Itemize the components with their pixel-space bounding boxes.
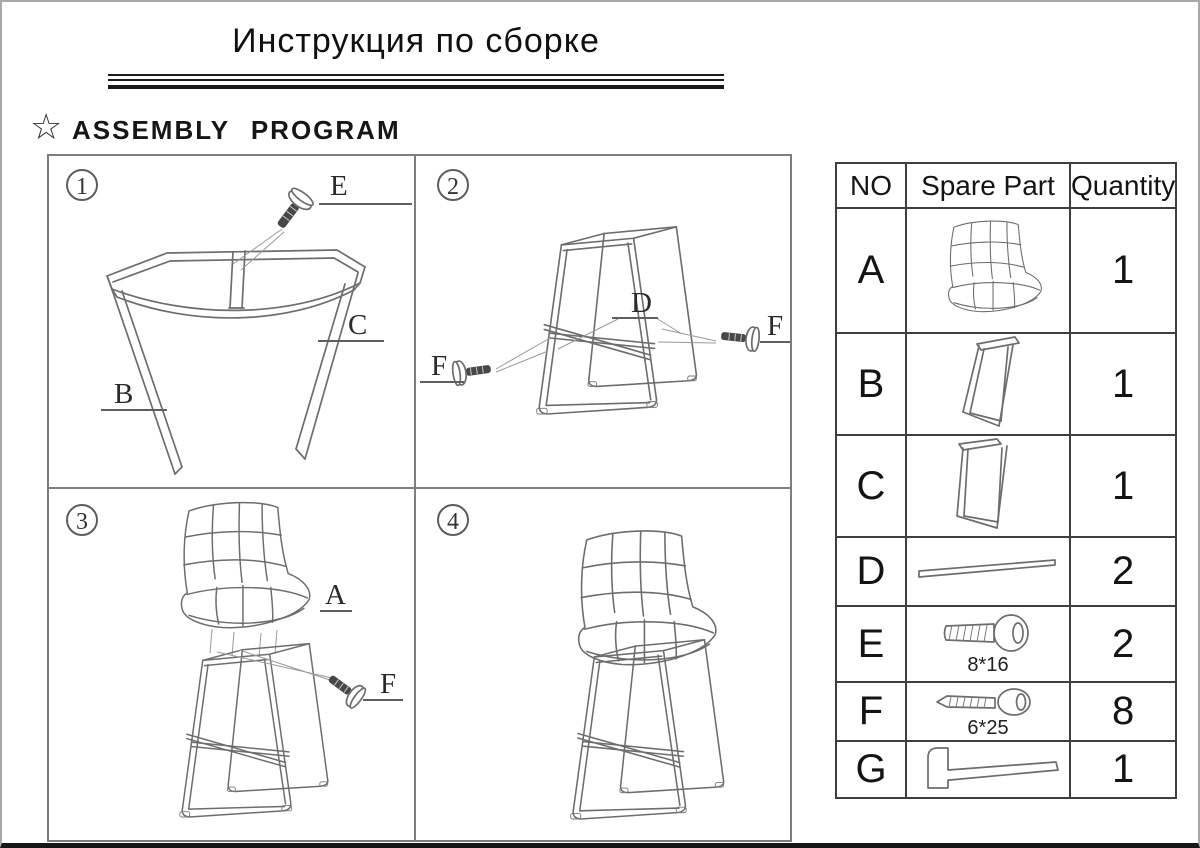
part-row-f	[836, 682, 1176, 741]
step-4-drawing	[416, 489, 790, 840]
part-row-a	[836, 208, 1176, 333]
part-no: E	[836, 606, 906, 682]
step-2-drawing	[416, 156, 790, 487]
screw-size-label: 6*25	[967, 716, 1009, 739]
part-row-c	[836, 435, 1176, 537]
label-a-leader	[320, 610, 352, 612]
part-qty: 1	[1070, 435, 1176, 537]
label-crossbar-d: D	[631, 287, 652, 319]
bolt-size-label: 8*16	[967, 654, 1009, 676]
label-b-leader	[101, 409, 167, 411]
step-2-panel	[416, 156, 790, 487]
part-row-g	[836, 741, 1176, 798]
screw-f-drawing	[323, 668, 368, 710]
label-screw-f: F	[380, 668, 397, 700]
step-2-number: 2	[437, 169, 469, 201]
part-row-b	[836, 333, 1176, 435]
part-row-d	[836, 537, 1176, 606]
label-f-left-leader	[420, 381, 464, 383]
step-4-number: 4	[437, 504, 469, 536]
step-3-number: 3	[66, 504, 98, 536]
part-no: B	[836, 333, 906, 435]
parts-header-row	[836, 163, 1176, 208]
part-qty: 8	[1070, 682, 1176, 741]
label-screw-f-right: F	[767, 310, 784, 342]
crossbar-rod-icon	[913, 556, 1063, 582]
label-f-leader	[363, 699, 403, 701]
part-qty: 1	[1070, 333, 1176, 435]
step-3-panel	[49, 489, 414, 840]
leg-frame-c-icon	[949, 436, 1027, 531]
part-qty: 1	[1070, 741, 1176, 798]
part-no: G	[836, 741, 906, 798]
assembly-steps-grid	[47, 154, 792, 842]
part-no: D	[836, 537, 906, 606]
seat-icon	[923, 215, 1053, 321]
parts-table	[835, 162, 1177, 799]
label-frame-b: B	[114, 378, 134, 410]
allen-key-icon	[912, 744, 1064, 790]
label-screw-f-left: F	[431, 350, 448, 382]
part-row-e	[836, 606, 1176, 682]
bolt-icon	[940, 613, 1036, 653]
part-no: A	[836, 208, 906, 333]
parts-table-wrap	[835, 162, 1177, 799]
header-no: NO	[836, 163, 906, 208]
step-4-panel	[416, 489, 790, 840]
label-c-leader	[318, 340, 384, 342]
part-no: C	[836, 435, 906, 537]
title-rule-thick	[108, 85, 724, 89]
step-3-drawing	[49, 489, 414, 840]
part-qty: 2	[1070, 537, 1176, 606]
label-f-right-leader	[760, 341, 790, 343]
screw-icon	[933, 686, 1043, 716]
label-seat-a: A	[325, 579, 346, 611]
label-frame-c: C	[348, 309, 368, 341]
header-spare-part: Spare Part	[906, 163, 1070, 208]
screw-f-right-drawing	[720, 324, 760, 352]
star-icon: ☆	[30, 106, 63, 147]
label-screw-e: E	[330, 170, 348, 202]
header-quantity: Quantity	[1070, 163, 1176, 208]
leg-frame-b-icon	[949, 334, 1027, 429]
label-e-leader	[319, 203, 412, 205]
label-d-leader	[612, 317, 658, 319]
step-1-panel	[49, 156, 414, 487]
step-1-number: 1	[66, 169, 98, 201]
part-qty: 2	[1070, 606, 1176, 682]
part-qty: 1	[1070, 208, 1176, 333]
part-no: F	[836, 682, 906, 741]
page-title: Инструкция по сборке	[232, 22, 600, 60]
screw-e-drawing	[270, 186, 315, 234]
title-rule-thin-1	[108, 74, 724, 76]
section-heading: ASSEMBLY PROGRAM	[72, 115, 401, 145]
title-rule-thin-2	[108, 79, 724, 81]
